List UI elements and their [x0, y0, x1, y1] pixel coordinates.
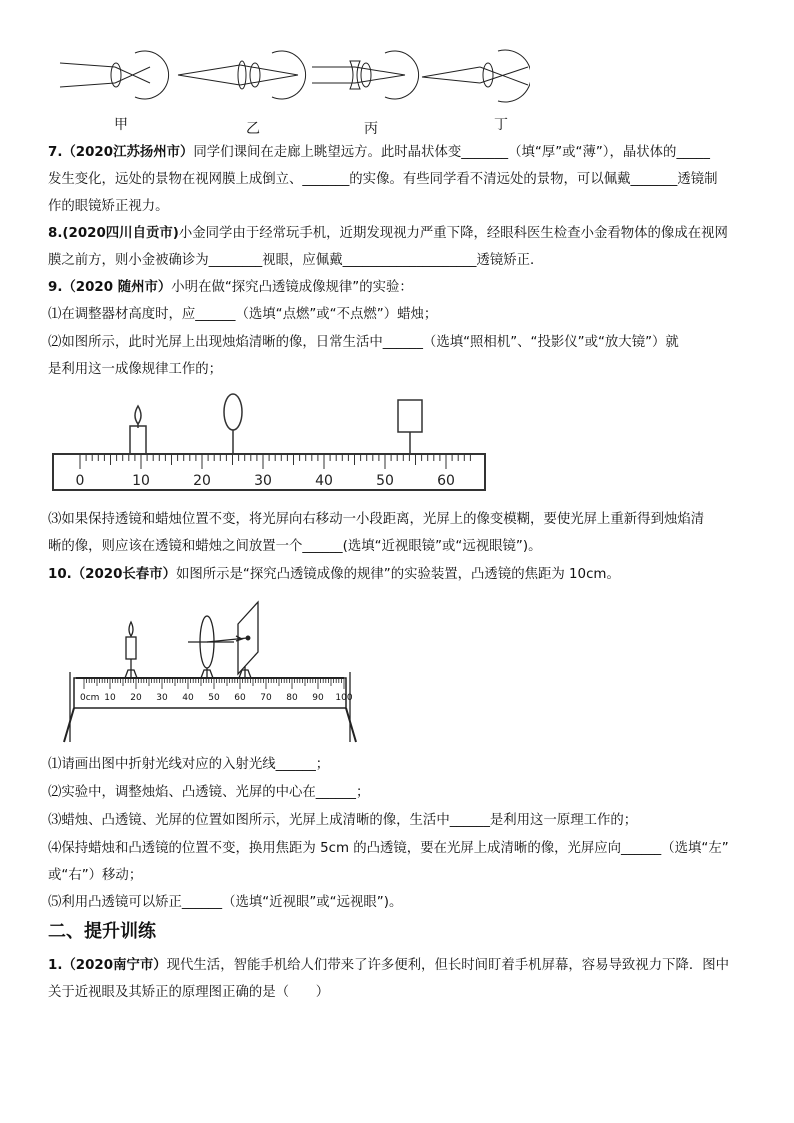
q9-part3-line2: 晰的像，则应该在透镜和蜡烛之间放置一个______(选填“近视眼镜”或“远视眼镜”)。	[48, 539, 542, 554]
q9-ruler-label: 20	[193, 473, 211, 489]
s2q1-source: （2020南宁市）	[62, 958, 167, 973]
q10-part3: ⑶蜡烛、凸透镜、光屏的位置如图所示，光屏上成清晰的像，生活中______是利用这一原理工作的；	[48, 813, 638, 828]
q8-line2: 膜之前方，则小金被确诊为________视眼，应佩戴____________________透镜矫正．	[48, 253, 544, 268]
eye-diagram-ding	[422, 50, 530, 102]
q9-ruler-label: 10	[132, 473, 150, 489]
q9-ruler-label: 30	[254, 473, 272, 489]
q10-part1: ⑴请画出图中折射光线对应的入射光线______；	[48, 757, 330, 772]
q9-ruler-label: 40	[315, 473, 333, 489]
eye-diagram-yi	[178, 51, 306, 99]
q10-part4-line1: ⑷保持蜡烛和凸透镜的位置不变，换用焦距为 5cm 的凸透镜，要在光屏上成清晰的像，光屏应向______（选填“左”	[48, 841, 729, 856]
q9-line1	[48, 278, 413, 298]
q9-part3-line1: ⑶如果保持透镜和蜡烛位置不变，将光屏向右移动一小段距离，光屏上的像变模糊，要使光屏上重新得到烛焰清	[48, 512, 705, 527]
q9-part2-line2: 是利用这一成像规律工作的；	[48, 362, 223, 377]
q10-lens	[188, 616, 234, 678]
q9-ruler-label: 0	[75, 473, 85, 489]
q10-ruler-label: 40	[182, 693, 194, 703]
q9-part1: ⑴在调整器材高度时，应______（选填“点燃”或“不点燃”）蜡烛；	[48, 307, 438, 322]
q10-ruler-label: 90	[312, 693, 324, 703]
q8-text: 小金同学由于经常玩手机，近期发现视力严重下降，经眼科医生检查小金看物体的像成在视网	[178, 226, 728, 241]
q8-source: (2020四川自贡市)	[62, 226, 179, 241]
q8-number: 8.	[48, 226, 63, 241]
q10-ruler-label: 10	[104, 693, 116, 703]
eye-label-bing: 丙	[364, 121, 378, 137]
s2q1-line1	[48, 956, 729, 976]
q8-line1	[48, 224, 728, 244]
q9-ruler-label: 50	[376, 473, 394, 489]
eye-diagrams	[50, 45, 530, 105]
q10-ruler-label: 30	[156, 693, 168, 703]
q9-text: 小明在做“探究凸透镜成像规律”的实验：	[171, 280, 413, 295]
q10-source: （2020长春市）	[71, 567, 176, 582]
q9-source: （2020 随州市）	[62, 280, 172, 295]
q9-screen	[398, 400, 422, 454]
q10-number: 10.	[48, 567, 72, 582]
q10-ruler-label: 60	[234, 693, 246, 703]
eye-label-yi: 乙	[246, 121, 260, 137]
eye-diagram-bing	[312, 51, 419, 99]
q9-number: 9.	[48, 280, 63, 295]
q7-line1	[48, 143, 710, 163]
q9-optical-bench	[50, 388, 490, 498]
q10-ruler-label: 20	[130, 693, 142, 703]
q7-line3: 作的眼镜矫正视力。	[48, 199, 169, 214]
q10-text: 如图所示是“探究凸透镜成像的规律”的实验装置，凸透镜的焦距为 10cm。	[175, 567, 620, 582]
q9-ruler-label: 60	[437, 473, 455, 489]
q10-part4-line2: 或“右”）移动；	[48, 868, 143, 883]
q9-lens	[224, 394, 242, 454]
q7-source: （2020江苏扬州市）	[62, 145, 194, 160]
q10-ruler-unit-label: 0cm	[80, 693, 100, 703]
q10-optical-bench	[48, 592, 368, 747]
q10-ruler-label: 80	[286, 693, 298, 703]
s2q1-number: 1.	[48, 958, 63, 973]
q7-line2: 发生变化，远处的景物在视网膜上成倒立、_______的实像。有些同学看不清远处的景物，可以佩戴_______透镜制	[48, 172, 718, 187]
section2-title: 二、提升训练	[48, 921, 156, 942]
eye-label-jia: 甲	[114, 117, 128, 133]
q10-part5: ⑸利用凸透镜可以矫正______（选填“近视眼”或“远视眼”)。	[48, 895, 403, 910]
q7-number: 7.	[48, 145, 63, 160]
q10-ruler-label: 70	[260, 693, 272, 703]
s2q1-line2: 关于近视眼及其矫正的原理图正确的是（ ）	[48, 985, 330, 1000]
s2q1-text: 现代生活，智能手机给人们带来了许多便利，但长时间盯着手机屏幕，容易导致视力下降．图中	[166, 958, 730, 973]
eye-label-ding: 丁	[494, 117, 508, 133]
q10-candle	[125, 622, 137, 678]
q9-candle	[130, 406, 146, 454]
eye-diagram-jia	[60, 51, 169, 99]
q10-line1	[48, 565, 620, 585]
q10-ruler-label: 100	[335, 693, 353, 703]
q10-part2: ⑵实验中，调整烛焰、凸透镜、光屏的中心在______；	[48, 785, 370, 800]
q9-part2-line1: ⑵如图所示，此时光屏上出现烛焰清晰的像，日常生活中______（选填“照相机”、“投影仪”或“放大镜”）就	[48, 335, 679, 350]
q7-text: 同学们课间在走廊上眺望远方。此时晶状体变_______（填“厚”或“薄”），晶状体的_____	[193, 145, 710, 160]
q10-ruler-label: 50	[208, 693, 220, 703]
q10-screen	[207, 602, 258, 678]
